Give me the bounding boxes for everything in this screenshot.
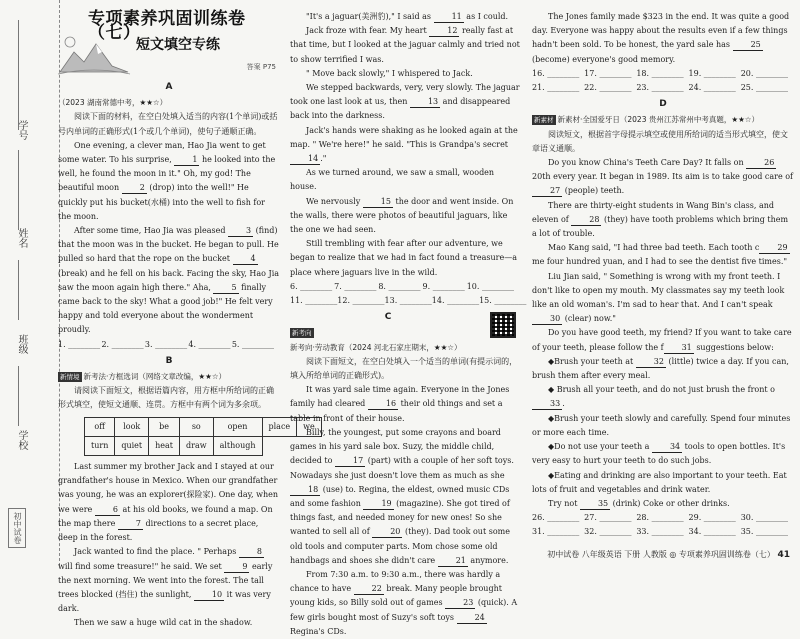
passage-paragraph: [58, 460, 280, 545]
answer-blank[interactable]: 29: [759, 243, 789, 254]
answer-blank[interactable]: 12: [429, 26, 459, 37]
passage-paragraph: [532, 497, 794, 511]
passage-paragraph: [58, 224, 280, 338]
answer-slot[interactable]: 25. ________: [740, 83, 788, 93]
passage-paragraph: [58, 139, 280, 224]
passage-text: We nervously: [306, 196, 363, 206]
footer-text: 初中试卷 八年级英语 下册 人教版 ◎ 专项素养巩固训练卷（七）: [547, 550, 775, 559]
passage-text: As we turned around, we saw a small, wooden house.: [290, 168, 495, 192]
source-text: 新考法·方框选词（网络文章改编，★★☆）: [83, 372, 227, 382]
passage-text: From 7:30 a.m. to 9:30 a.m., there was hardly a chance to have: [290, 569, 501, 594]
answer-blank[interactable]: 21: [438, 556, 468, 567]
answer-slot[interactable]: 22. ________: [584, 83, 632, 93]
passage-text: (quick). A few girls bought most of Suzy's soft toys: [290, 598, 518, 622]
answer-slot[interactable]: 4. ________: [188, 339, 231, 349]
margin-rule: [18, 20, 19, 130]
passage-text: (clear) now.": [562, 314, 616, 324]
passage-paragraph: [532, 241, 794, 269]
answer-slot[interactable]: 30. ________: [740, 513, 788, 523]
passage-text: " Move back slowly," I whispered to Jack.: [306, 68, 473, 78]
answer-row: [532, 525, 794, 539]
passage-text: directions to a secret place, deep in the forest.: [58, 518, 259, 543]
passage-text: (use) to. Regina, the eldest, owned music CDs and some fashion: [290, 484, 510, 508]
passage-text: Billy, the youngest, put some crayons and board games in his yard sale box. Suzy, the middle child, decided to: [290, 427, 501, 466]
passage-text: at his old books, we found a map. On the map there: [58, 504, 273, 528]
passage-text: (part) with a couple of her soft toys. Nowadays she just doesn't love them as much as she: [290, 456, 514, 480]
passage-text: Do you have good teeth, my friend? If you want to take care of your teeth, please follow the f: [532, 328, 792, 352]
passage-text: ◆Brush your teeth slowly and carefully. Spend four minutes or more each time.: [532, 413, 791, 437]
qr-code-icon[interactable]: [490, 312, 516, 338]
passage-text: 20th every year. It began in 1989. Its aim is to take good care of: [532, 172, 793, 182]
instruction-text: 请阅读下面短文，根据语篇内容，用方框中所给词的正确形式填空，使短文通顺、连贯。方框中有两个词为多余项。: [58, 386, 274, 410]
margin-logo: 初中试卷: [8, 508, 26, 548]
answer-blank[interactable]: 17: [335, 456, 365, 467]
passage-text: One evening, a clever man, Hao Jia went to get some water. To his surprise,: [58, 140, 266, 165]
word-box-row: [85, 436, 322, 455]
page-footer: [547, 549, 790, 560]
answer-row: [290, 280, 520, 294]
passage-c-continued: [532, 10, 794, 67]
passage-text: (drop) into the well!" He quickly put his bucket(水桶) into the well to fish for the moon.: [58, 183, 265, 221]
instruction-text: 阅读短文，根据首字母提示填空或使用所给词的适当形式填空，使文章语义通顺。: [532, 129, 788, 153]
passage-paragraph: [532, 199, 794, 242]
tag-badge: 新情境: [60, 373, 80, 382]
passage-paragraph: [532, 383, 794, 411]
passage-paragraph: [290, 195, 520, 238]
passage-text: After some time, Hao Jia was pleased: [74, 226, 229, 236]
answer-blank[interactable]: 10: [194, 590, 224, 601]
answer-slot[interactable]: 33. ________: [636, 527, 684, 537]
word-box-word: off: [85, 417, 115, 436]
answer-blank[interactable]: 15: [363, 197, 393, 208]
answer-slot[interactable]: 32. ________: [584, 527, 632, 537]
passage-paragraph: [290, 383, 520, 426]
answer-slot[interactable]: 2. ________: [101, 339, 144, 349]
passage-paragraph: [290, 568, 520, 639]
page-number: 41: [777, 550, 790, 560]
passage-paragraph: [290, 426, 520, 568]
answer-blank[interactable]: 34: [652, 442, 682, 453]
passage-paragraph: [532, 469, 794, 497]
header-banner: [58, 10, 280, 78]
word-box-word: open: [213, 417, 262, 436]
answer-blank[interactable]: 20: [372, 527, 402, 538]
passage-text: Try not: [548, 498, 580, 508]
answer-blank[interactable]: 25: [733, 40, 763, 51]
answer-slot[interactable]: 24. ________: [688, 83, 736, 93]
source-note: [532, 113, 794, 127]
answer-blank[interactable]: 16: [368, 399, 398, 410]
passage-text: (they) have tooth problems which bring them a lot of trouble.: [532, 214, 789, 239]
section-heading-a: A: [165, 82, 173, 92]
passage-text: ◆Eating and drinking are also important to your teeth. Eat lots of fruit and vegetables and drink water.: [532, 470, 787, 494]
answer-blank[interactable]: 4: [233, 254, 258, 265]
answer-blank[interactable]: 7: [118, 519, 143, 530]
answer-slot[interactable]: 19. ________: [688, 68, 736, 78]
passage-text: really fast at that time, but I looked at the jaguar calmly and tried not to show terrified I was.: [290, 26, 520, 64]
answer-slot[interactable]: 3. ________: [144, 339, 188, 349]
section-heading-b: B: [165, 355, 173, 366]
source-text: 新素材·全国爱牙日（2023 贵州江苏常州中考真题，★★☆）: [557, 115, 760, 125]
passage-paragraph: [532, 440, 794, 468]
answer-blank[interactable]: 5: [213, 283, 238, 294]
answer-slot[interactable]: 8. ________: [378, 281, 421, 291]
word-box-word: so: [180, 417, 214, 436]
column-2: [290, 10, 527, 639]
answer-blank[interactable]: 27: [532, 186, 562, 197]
passage-paragraph: [290, 166, 520, 194]
passage-text: Then we saw a huge wild cat in the shadow.: [74, 618, 253, 628]
tag-badge: 新素材: [534, 116, 554, 125]
word-box-word: look: [115, 417, 149, 436]
word-box-word: we: [297, 417, 322, 436]
passage-text: early the next morning. We went into the forest. The tall trees blocked (挡住) the sunlight,: [58, 561, 273, 599]
answer-slot[interactable]: 12. ________: [337, 296, 385, 306]
answer-blank[interactable]: 28: [571, 215, 601, 226]
passage-text: (little) twice a day. If you can, brush them after every meal.: [532, 356, 789, 381]
passage-text: Liu Jian said, " Something is wrong with my front teeth. I don't like to open my mouth. My classmates say my teeth look like an old woman's. I'm sad to hear that. And I can't speak: [532, 271, 785, 310]
answer-slot[interactable]: 15. ________: [479, 296, 527, 306]
passage-paragraph: [290, 237, 520, 280]
answer-blank[interactable]: 2: [122, 183, 147, 194]
answer-blank[interactable]: 33: [532, 399, 562, 410]
answer-slot[interactable]: 13. ________: [384, 296, 432, 306]
passage-text: he looked into the well, he found the moon in it." Oh, my god! The beautiful moon: [58, 155, 276, 193]
source-note: [58, 370, 280, 384]
answer-slot[interactable]: 29. ________: [688, 513, 736, 523]
answer-reference: 答案 P75: [246, 63, 276, 71]
passage-text: (find) that the moon was in the bucket. He began to pull. He pulled so hard that the rope on the bucket: [58, 226, 279, 264]
passage-text: Jack froze with fear. My heart: [306, 26, 430, 36]
answer-blank[interactable]: 24: [457, 613, 487, 624]
answer-slot[interactable]: 16. ________: [532, 68, 580, 78]
answer-blank[interactable]: 22: [354, 584, 384, 595]
passage-text: Do you know China's Teeth Care Day? It falls on: [548, 158, 747, 168]
passage-text: anymore.: [467, 555, 509, 565]
passage-text: their old things and set a table in front of their house.: [290, 399, 503, 423]
passage-text: Jack wanted to find the place. " Perhaps: [74, 547, 239, 557]
answer-row: [532, 67, 794, 81]
answer-blank[interactable]: 6: [95, 505, 120, 516]
answer-slot[interactable]: 17. ________: [584, 68, 632, 78]
passage-text: it was very dark.: [58, 589, 271, 614]
instruction-text: 阅读下面的材料，在空白处填入适当的内容(1个单词)或括号内单词的正确形式(1个或几个单词)，使句子通顺正确。: [58, 112, 278, 136]
passage-text: suggestions below:: [693, 342, 774, 352]
passage-paragraph: [290, 81, 520, 124]
margin-rule: [18, 260, 19, 320]
passage-text: ◆ Brush all your teeth, and do not just brush the front o: [548, 385, 775, 395]
passage-paragraph: [58, 616, 280, 630]
column-3: [532, 10, 794, 540]
answer-slot[interactable]: 1. ________: [58, 339, 101, 349]
section-heading-c: C: [384, 312, 392, 323]
word-box-word: although: [213, 436, 262, 455]
answer-slot[interactable]: 23. ________: [636, 83, 684, 93]
answer-slot[interactable]: 11. ________: [290, 296, 338, 306]
answer-blank[interactable]: 19: [363, 499, 393, 510]
passage-text: will find some treasure!" he said. We set: [58, 561, 225, 571]
answer-slot[interactable]: 31. ________: [532, 527, 580, 537]
answer-slot[interactable]: 14. ________: [431, 296, 480, 306]
word-box: [84, 417, 322, 456]
word-box-word: draw: [180, 436, 214, 455]
passage-paragraph: [290, 10, 520, 24]
passage-text: Regina's CDs.: [290, 626, 347, 636]
passage-d: [532, 156, 794, 511]
passage-text: Mao Kang said, "I had three bad teeth. Each tooth c: [548, 243, 760, 253]
passage-text: finally came back to the sky! What a good job!" He felt very happy and told everyone about the wonderment proudly.: [58, 282, 273, 335]
passage-text: (people) teeth.: [562, 186, 625, 196]
passage-paragraph: [532, 326, 794, 354]
passage-paragraph: [532, 156, 794, 199]
passage-text: It was yard sale time again. Everyone in the Jones family had cleared: [290, 385, 510, 409]
tag-badge: 新考向: [292, 329, 312, 338]
passage-paragraph: [532, 10, 794, 67]
passage-text: We stepped backwards, very, very slowly. The jaguar took one last look at us, then: [290, 83, 520, 107]
answer-blank[interactable]: 18: [290, 485, 320, 496]
word-box-word: be: [149, 417, 180, 436]
margin-label-name: 姓名: [16, 228, 27, 248]
answer-blank[interactable]: 8: [239, 547, 264, 558]
passage-text: as I could.: [463, 12, 509, 21]
answer-blank[interactable]: 13: [410, 97, 440, 108]
answer-blank[interactable]: 31: [664, 343, 694, 354]
passage-text: ◆Do not use your teeth a: [548, 442, 652, 452]
source-note: [290, 326, 520, 354]
word-box-word: quiet: [115, 436, 149, 455]
answer-blank[interactable]: 14: [290, 154, 320, 165]
answer-row: [290, 294, 527, 308]
passage-paragraph: [290, 67, 520, 81]
answer-blank[interactable]: 9: [224, 562, 249, 573]
answer-slot[interactable]: 26. ________: [532, 513, 580, 523]
page-subtitle: 短文填空专练: [136, 37, 220, 53]
answer-slot[interactable]: 18. ________: [636, 68, 684, 78]
margin-label-class: 班级: [16, 334, 27, 354]
passage-text: Still trembling with fear after our adventure, we began to realize that we had in fact found a treasure—a place where jaguars live in the wild.: [290, 239, 517, 277]
passage-text: (become) everyone's good memory.: [532, 54, 676, 64]
passage-b-continued: [290, 10, 520, 280]
answer-slot[interactable]: 35. ________: [740, 527, 788, 537]
answer-slot[interactable]: 9. ________: [422, 281, 465, 291]
answer-blank[interactable]: 32: [636, 357, 666, 368]
passage-paragraph: [58, 545, 280, 616]
answer-slot[interactable]: 6. ________: [290, 281, 333, 291]
answer-blank[interactable]: 23: [445, 598, 475, 609]
passage-text: Jack's hands were shaking as he looked again at the map. " We're here!" he said. "This is Grandpa's secret: [290, 125, 518, 149]
margin-label-school: 学校: [16, 430, 27, 450]
margin-rule: [18, 150, 19, 230]
passage-text: the door and went inside. On the walls, there were photos of beautiful jaguars, like the one we had seen.: [290, 196, 514, 235]
answer-slot[interactable]: 34. ________: [688, 527, 736, 537]
passage-paragraph: [532, 355, 794, 383]
source-note: （2023 湖南常德中考，★★☆）: [58, 98, 168, 108]
passage-paragraph: [532, 412, 794, 440]
word-box-word: turn: [85, 436, 115, 455]
passage-text: break. Many people brought young kids, so Billy sold out of games: [290, 584, 502, 608]
answer-blank[interactable]: 1: [174, 155, 199, 166]
passage-text: and disappeared back into the darkness.: [290, 97, 511, 121]
passage-text: There are thirty-eight students in Wang Bin's class, and eleven of: [532, 200, 775, 224]
source-text: 新考向·劳动教育（2024 河北石家庄期末，★★☆）: [290, 342, 462, 352]
answer-slot[interactable]: 27. ________: [584, 513, 632, 523]
margin-label-id: 学号: [16, 120, 27, 140]
passage-text: (drink) Coke or other drinks.: [610, 498, 730, 508]
passage-b: [58, 460, 280, 630]
passage-paragraph: [290, 124, 520, 167]
passage-paragraph: [532, 270, 794, 327]
passage-text: The Jones family made $323 in the end. It was quite a good day. Everyone was happy about the results even if a few things hadn't been sold. To be honest, the yard sale has: [532, 12, 790, 50]
passage-text: (they). Dad took out some old tools and computer parts. Mom chose some old handbags and shoes she didn't care: [290, 527, 510, 565]
answer-blank[interactable]: 30: [532, 314, 562, 325]
word-box-word: place: [262, 417, 297, 436]
answer-slot[interactable]: 10. ________: [466, 281, 514, 291]
answer-row: [58, 338, 280, 352]
passage-text: .": [320, 154, 327, 164]
instruction-text: 阅读下面短文，在空白处填入一个适当的单词(有提示词的，填入所给单词的正确形式)。: [290, 356, 518, 381]
section-heading-d: D: [659, 99, 667, 110]
answer-slot[interactable]: 7. ________: [334, 281, 377, 291]
passage-a: [58, 139, 280, 338]
section-c-header: [290, 310, 520, 355]
answer-row: [532, 81, 794, 95]
answer-row: [532, 511, 794, 525]
word-box-row: [85, 417, 322, 436]
page-title: 专项素养巩固训练卷（七）: [88, 9, 246, 44]
answer-slot[interactable]: 5. ________: [231, 339, 274, 349]
passage-text: (magazine). She got tired of things fast, and needed money for new ones! So she wanted to sell all of: [290, 498, 510, 537]
answer-slot[interactable]: 20. ________: [740, 68, 788, 78]
answer-blank[interactable]: 26: [746, 158, 776, 169]
answer-slot[interactable]: 21. ________: [532, 83, 580, 93]
passage-paragraph: [290, 24, 520, 67]
passage-text: me four hundred yuan, and I had to see the dentist five times.": [532, 257, 788, 267]
binding-margin: [0, 0, 60, 566]
answer-blank[interactable]: 3: [228, 226, 253, 237]
passage-text: ◆Brush your teeth at: [548, 356, 636, 366]
margin-rule: [18, 366, 19, 426]
answer-blank[interactable]: 11: [434, 12, 464, 23]
passage-text: "It's a jaguar(美洲豹)," I said as: [306, 12, 434, 21]
answer-slot[interactable]: 28. ________: [636, 513, 684, 523]
passage-text: tools to open bottles. It's very easy to hurt your teeth to do such jobs.: [532, 442, 786, 466]
passage-text: (break) and he fell on his back. Facing the sky, Hao Jia saw the moon again high there." Aha,: [58, 268, 280, 292]
passage-text: .: [562, 399, 565, 409]
answer-blank[interactable]: 35: [580, 499, 610, 510]
word-box-word: heat: [149, 436, 180, 455]
passage-text: Last summer my brother Jack and I stayed at our grandfather's house in Mexico. When our grandfather was young, he was an explorer(探险家). One day, when we were: [58, 462, 279, 514]
passage-c: [290, 383, 520, 639]
